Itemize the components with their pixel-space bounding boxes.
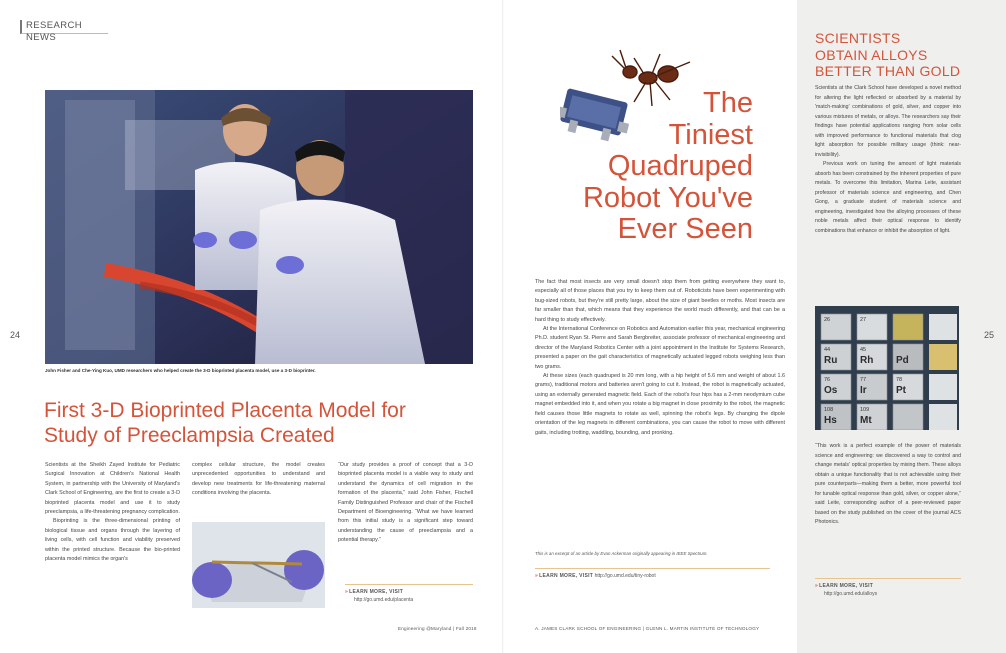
element-tile — [857, 404, 887, 430]
photo-caption: John Fisher and Che-Ying Kuo, UMD researchers who helped create the 3-D bioprinted placenta model, use a 3-D bioprinter. — [45, 368, 316, 373]
element-tile — [857, 374, 887, 400]
sidebar-learn-more — [815, 578, 961, 598]
learn-more-arrows: » — [345, 589, 348, 595]
left-article-column-3 — [338, 461, 473, 546]
headline-line: Quadruped — [607, 150, 753, 182]
element-symbol: Os — [824, 385, 838, 396]
element-number: 108 — [824, 407, 834, 413]
page-number-left: 24 — [10, 330, 21, 340]
element-symbol: Hs — [824, 415, 837, 426]
paragraph: Previous work on tuning the amount of light materials absorb has been constrained by the inherent properties of pure metals. To overcome this limitation, Marina Leite, assistant professor of materials science and engineering, and Chen Gong, a graduate student of materials science and engineering, investigated how the alloying processes of these noble metals affect their optical response to identify combinations that enhance or inhibit the absorption of light. — [815, 161, 961, 234]
page-gutter — [502, 0, 504, 653]
sidebar-body-1 — [815, 84, 961, 236]
sidebar-title-line: BETTER THAN GOLD — [815, 63, 961, 79]
learn-more-link[interactable]: http://go.umd.edu/alloys — [824, 591, 878, 597]
element-tiles-illustration — [815, 306, 959, 430]
headline-line: The — [703, 87, 753, 119]
paragraph: The fact that most insects are very small doesn't stop them from getting everywhere they want to, especially all of those places that you try to keep them out of. Roboticists have been experimenting with bug-sized robots, but they're still pretty large, about the size of giant beetles or moths. Most insects are far smaller than that, which means that they experience the world much differently, and that can be a hard thing to study effectively. — [535, 279, 785, 323]
element-tile — [893, 374, 923, 400]
paragraph: Scientists at the Sheikh Zayed Institute for Pediatric Surgical Innovation at Children's National Health System, in partnership with the University of Maryland's Clark School of Engineering, are the first to create a 3-D bioprinted placenta model and use it to study preeclampsia, a life-threatening pregnancy complication. — [45, 462, 180, 516]
article-excerpt-note: This is an excerpt of an article by Evan Ackerman originally appearing in IEEE Spectrum. — [535, 551, 708, 556]
learn-more-link[interactable]: http://go.umd.edu/placenta — [354, 597, 414, 603]
element-tile — [893, 344, 923, 370]
right-article-headline — [535, 88, 753, 246]
element-tile-face — [893, 404, 923, 430]
element-number: 45 — [860, 347, 867, 353]
element-tile-face — [893, 314, 923, 340]
element-symbol: Ru — [824, 355, 838, 366]
element-number: 76 — [824, 377, 831, 383]
headline-line: Robot You've — [582, 181, 753, 214]
element-tile — [821, 374, 851, 400]
element-number: 44 — [824, 347, 831, 353]
pipette-illustration — [192, 522, 325, 608]
element-number: 27 — [860, 317, 867, 323]
left-article-column-2 — [192, 461, 325, 499]
paragraph: “This work is a perfect example of the power of materials science and engineering: we discovered a way to control and change metals' optical properties by mixing them. These alloys obtain a unique functionality that is not achievable using their pure counterparts—making them a better, more powerful tool for tunable optical response than gold, silver, or copper alone,” said Leite, corresponding author of a peer-reviewed paper based on the study published on the cover of the journal ACS Photonics. — [815, 443, 961, 525]
element-number: 109 — [860, 407, 870, 413]
lab-photo-illustration — [45, 90, 473, 364]
learn-more-label: LEARN MORE, VISIT — [349, 589, 404, 595]
element-tile-edge — [929, 404, 957, 430]
element-number: 26 — [824, 317, 831, 323]
paragraph: Bioprinting is the three-dimensional printing of biological tissue and organs through the layering of living cells, with cell function and viability preserved within the printed structure. Because the bio-printed placenta model mimics the organ's — [45, 518, 180, 563]
sidebar-title-line: OBTAIN ALLOYS — [815, 46, 928, 63]
right-learn-more — [535, 568, 770, 580]
footer-left: Engineering @Maryland | Fall 2018 — [398, 626, 477, 631]
paragraph: At these sizes (each quadruped is 20 mm long, with a hip height of 5.6 mm and weight of about 1.6 grams), traditional motors and batteries aren't going to cut it. Instead, the robot is magnetically actuated, using an externally generated magnetic field. Each of the robot's four hips has a 2-mm neodymium cube magnet embedded into it, and when you rotate a big magnet in close proximity to the robot, the magnetic field causes those little magnets to rotate as well, spinning the robot's legs. By changing the dipole orientation of the leg magnets in different combinations, you can cause the robot to move with different gaits, including trotting, waddling, bounding, and pronking. — [535, 373, 785, 436]
paragraph: “Our study provides a proof of concept that a 3-D bioprinted placenta model is a viable way to study and understand the dynamics of cell migration in the formation of the placenta,” said John Fisher, Fischell Family Distinguished Professor and chair of the Fischell Department of Bioengineering. “What we have learned from this initial study is a significant step toward understanding the cause of preeclampsia and a potential therapy.” — [338, 462, 473, 544]
element-symbol: Rh — [860, 355, 874, 366]
element-tile-edge — [929, 344, 957, 370]
learn-more-label: LEARN MORE, VISIT — [539, 573, 594, 579]
pipette-photo — [192, 522, 325, 608]
element-tile — [857, 344, 887, 370]
element-symbol: Pt — [896, 385, 906, 396]
element-symbol: Mt — [860, 415, 872, 426]
learn-more-label: LEARN MORE, VISIT — [819, 583, 874, 589]
page-number-right: 25 — [984, 330, 995, 340]
lab-bioprinter-photo — [45, 90, 473, 364]
sidebar-body-2 — [815, 442, 961, 528]
paragraph: complex cellular structure, the model creates unprecedented opportunities to understand and develop new treatments for life-threatening maternal conditions involving the placenta. — [192, 462, 325, 497]
element-number: 78 — [896, 377, 903, 383]
element-symbol: Ir — [860, 385, 867, 396]
paragraph: At the International Conference on Robotics and Automation earlier this year, mechanical engineering Ph.D. student Ryan St. Pierre and Sarah Bergbreiter, associate professor of mechanical engineering and director of the Maryland Robotics Center with a joint appointment in the Institute for Systems Research, presented a paper on the gait characteristics of magnetically actuated legged robots weighing less than two grams. — [535, 326, 785, 370]
learn-more-arrows: » — [535, 573, 538, 579]
section-tag: RESEARCH NEWS — [20, 20, 108, 34]
headline-line: Ever Seen — [617, 213, 753, 245]
element-tile — [857, 314, 887, 340]
paragraph: Scientists at the Clark School have developed a novel method for altering the light reflected or absorbed by a material by 'match-making' combinations of gold, silver, and copper into various mixtures of metals, or alloys. The researchers say their findings have potential applications ranging from solar cells with improved performance to functional materials that clog light absorption for possible military usage (think: near-invisibility). — [815, 85, 961, 158]
footer-right: A. JAMES CLARK SCHOOL OF ENGINEERING | GLENN L. MARTIN INSTITUTE OF TECHNOLOGY — [535, 626, 760, 631]
headline-line: Tiniest — [668, 118, 753, 151]
learn-more-link[interactable]: http://go.umd.edu/tiny-robot — [594, 573, 656, 579]
element-tile — [821, 344, 851, 370]
left-article-column-1 — [45, 461, 180, 564]
element-tile-edge — [929, 314, 957, 340]
element-number: 77 — [860, 377, 867, 383]
periodic-elements-photo — [815, 306, 959, 430]
element-symbol: Pd — [896, 355, 909, 366]
element-tile — [821, 404, 851, 430]
element-tile-edge — [929, 374, 957, 400]
sidebar-title-line: SCIENTISTS — [815, 30, 901, 46]
learn-more-arrows: » — [815, 583, 818, 589]
element-tile — [893, 404, 923, 430]
sidebar-title — [815, 30, 990, 80]
element-tile — [821, 314, 851, 340]
left-learn-more — [345, 584, 473, 604]
right-article-body — [535, 278, 785, 438]
element-tile — [893, 314, 923, 340]
left-article-headline: First 3-D Bioprinted Placenta Model for Study of Preeclampsia Created — [44, 399, 406, 447]
